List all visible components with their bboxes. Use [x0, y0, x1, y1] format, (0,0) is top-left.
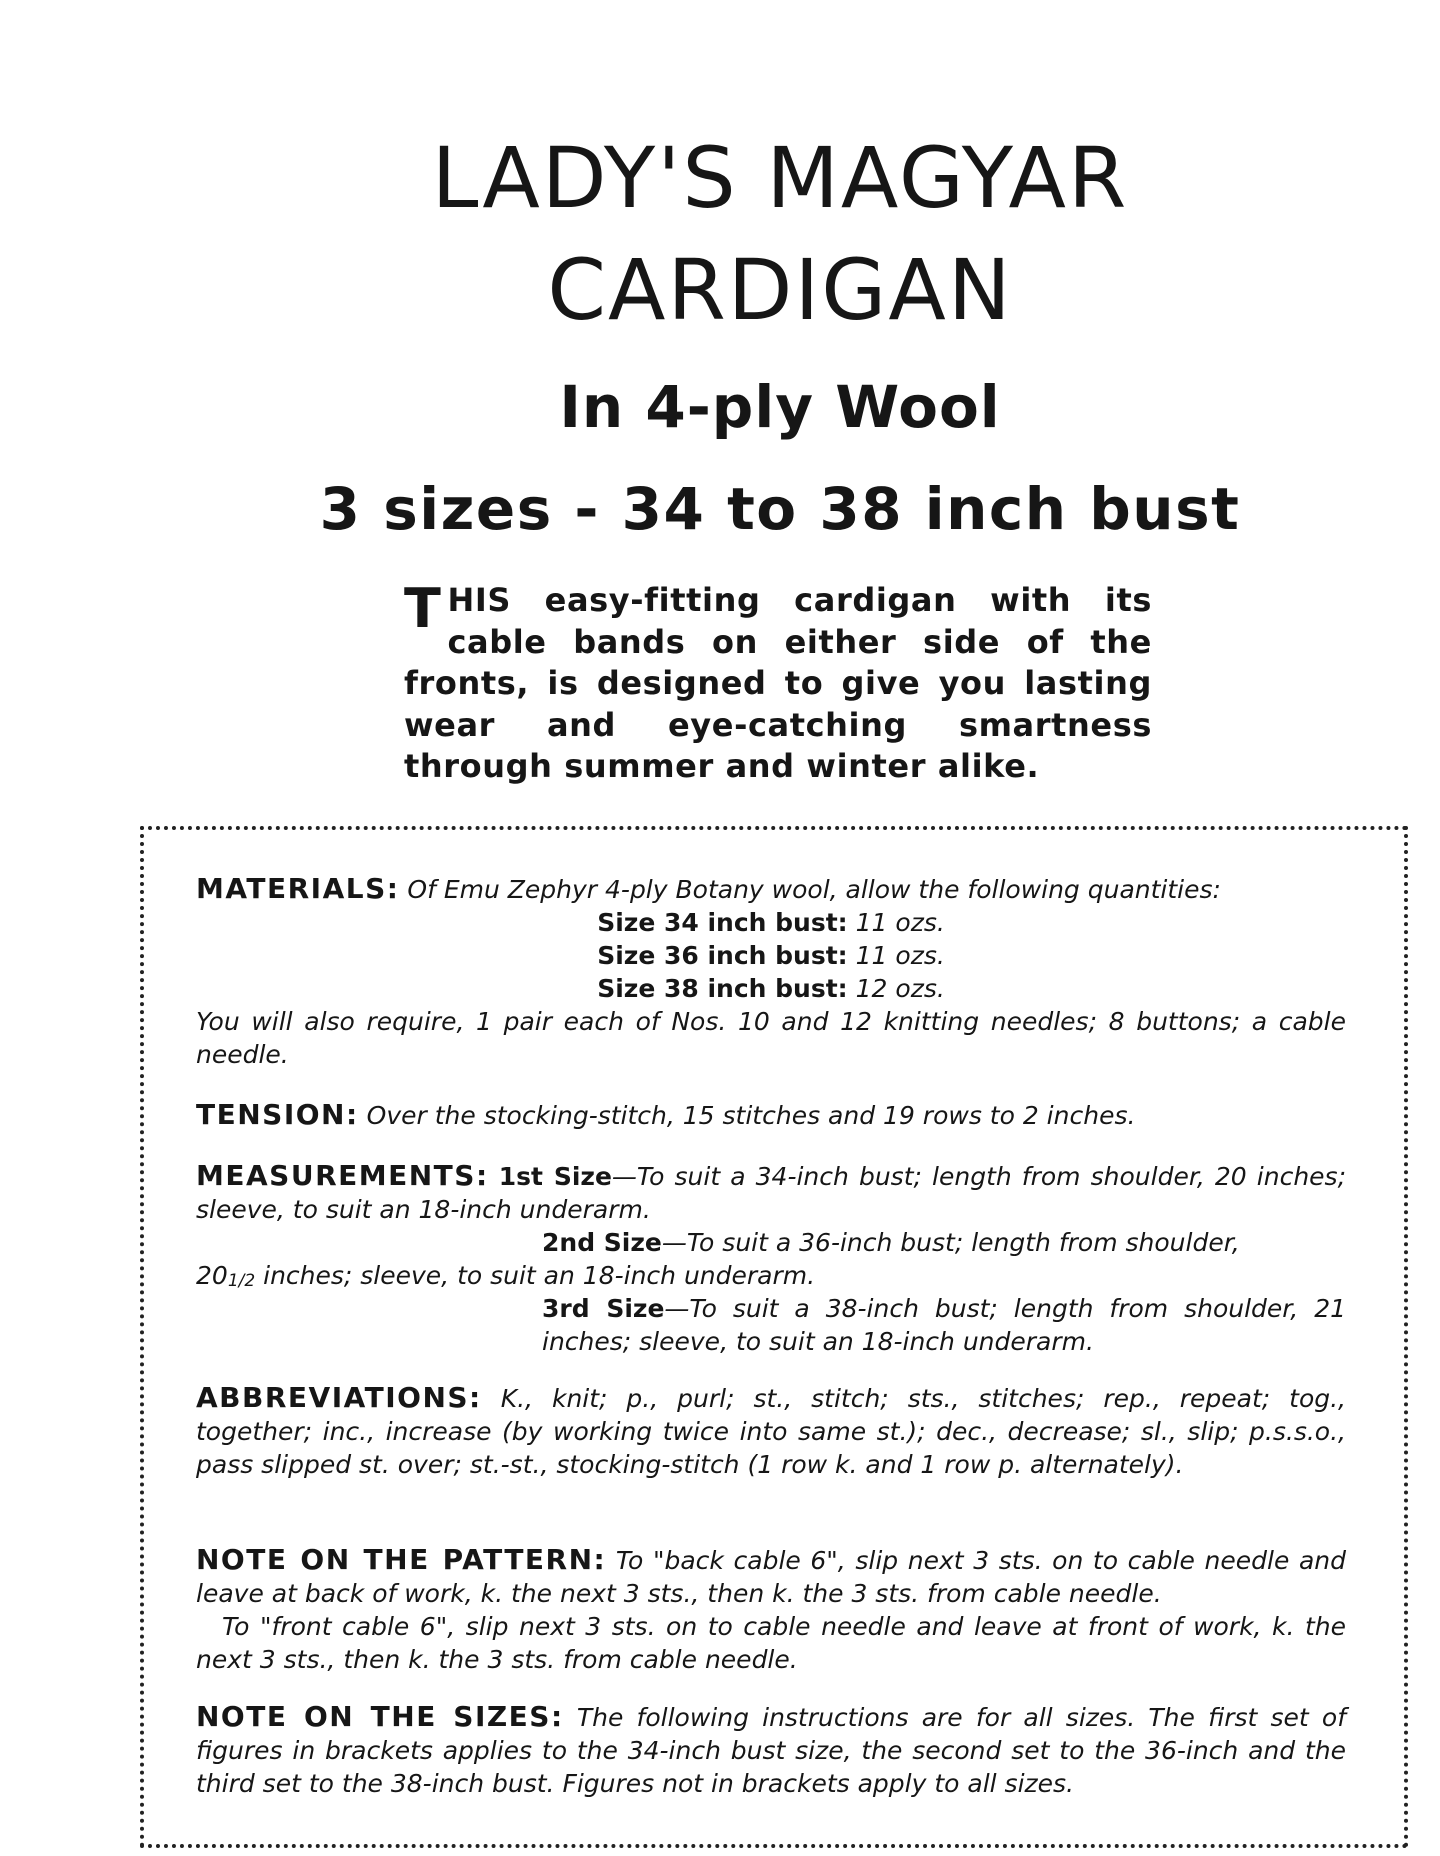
materials-size-row: Size 34 inch bust: 11 ozs.	[597, 908, 945, 937]
materials-size-row: Size 38 inch bust: 12 ozs.	[597, 974, 945, 1003]
materials-text: Of Emu Zephyr 4-ply Botany wool, allow the following quantities:	[407, 875, 1221, 904]
measurement-text: —To suit a 34-inch bust; length from shoulder, 20 inches; sleeve, to suit an 18-inch underarm.	[196, 1162, 1347, 1224]
materials-size-row: Size 36 inch bust: 11 ozs.	[597, 941, 945, 970]
title-line-1: LADY'S MAGYAR	[431, 129, 1129, 227]
measurement-row: 2nd Size—To suit a 36-inch bust; length from shoulder,	[542, 1228, 1240, 1257]
subtitle-sizes: 3 sizes - 34 to 38 inch bust	[319, 475, 1241, 543]
measurements-label: MEASUREMENTS:	[196, 1159, 489, 1192]
abbreviations-text: K., knit; p., purl; st., stitch; sts., stitches; rep., repeat; tog., together; inc., increase (by working twice into same st.); dec., decrease; sl., slip; p.s.s.o., pass slipped st. over; st.-st., stocking-stitch (1 row k. and 1 row p. alternately).	[196, 1384, 1347, 1479]
sizes-note-label: NOTE ON THE SIZES:	[196, 1700, 564, 1733]
materials-label: MATERIALS:	[196, 872, 400, 905]
tension-section	[196, 1098, 1346, 1132]
pattern-note-section	[196, 1543, 1346, 1676]
tension-text: Over the stocking-stitch, 15 stitches and 19 rows to 2 inches.	[366, 1101, 1136, 1130]
title-line-2: CARDIGAN	[547, 241, 1013, 339]
materials-extra: You will also require, 1 pair each of Nos. 10 and 12 knitting needles; 8 buttons; a cable needle.	[196, 1007, 1346, 1069]
drop-cap: T	[404, 577, 442, 640]
measurement-row: 3rd Size—To suit a 38-inch bust; length from shoulder, 21 inches; sleeve, to suit an 18-inch underarm.	[542, 1294, 1347, 1356]
measurement-size: 1st Size	[498, 1162, 612, 1191]
abbreviations-section	[196, 1381, 1346, 1481]
pattern-note-text: To "back cable 6", slip next 3 sts. on to cable needle and leave at back of work, k. the next 3 sts., then k. the 3 sts. from cable needle.	[196, 1546, 1346, 1608]
abbreviations-label: ABBREVIATIONS:	[196, 1381, 482, 1414]
tension-label: TENSION:	[196, 1098, 359, 1131]
intro-paragraph	[404, 577, 1152, 788]
measurement-row-cont: 201/2 inches; sleeve, to suit an 18-inch underarm.	[196, 1261, 816, 1291]
sizes-note-section	[196, 1700, 1346, 1800]
subtitle-wool: In 4-ply Wool	[559, 373, 1001, 441]
materials-section	[196, 872, 1346, 1071]
sizes-note-text: The following instructions are for all sizes. The first set of figures in brackets applies to the 34-inch bust size, the second set to the 36-inch and the third set to the 38-inch bust. Figures not in brackets apply to all sizes.	[196, 1703, 1347, 1798]
pattern-note-label: NOTE ON THE PATTERN:	[196, 1543, 607, 1576]
measurements-section	[196, 1159, 1346, 1358]
pattern-note-text-2: To "front cable 6", slip next 3 sts. on to cable needle and leave at front of work, k. the next 3 sts., then k. the 3 sts. from cable needle.	[196, 1612, 1346, 1674]
intro-text: HIS easy-fitting cardigan with its cable bands on either side of the fronts, is designed to give you lasting wear and eye-catching smartness through summer and winter alike.	[404, 581, 1152, 785]
